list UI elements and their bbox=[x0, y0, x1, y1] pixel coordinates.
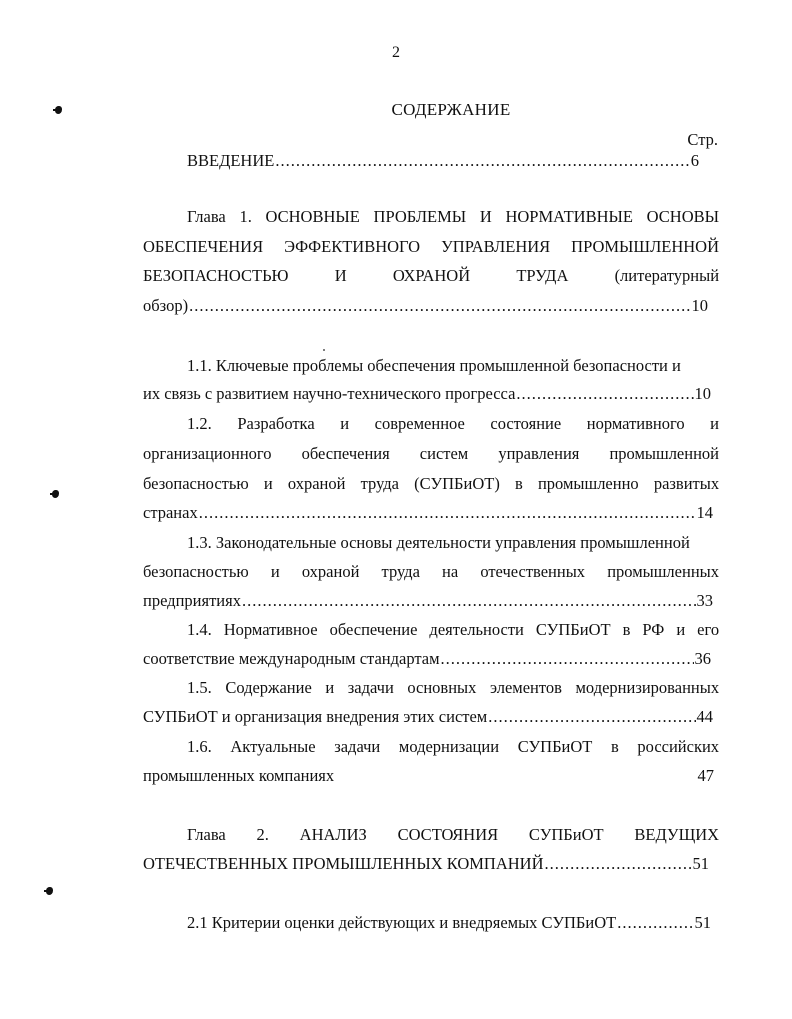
chapter2-line1: Глава 2. АНАЛИЗ СОСТОЯНИЯ СУПБиОТ ВЕДУЩИХ bbox=[187, 825, 720, 844]
toc-page-number: 6 bbox=[690, 151, 699, 170]
toc-entry-intro[interactable] bbox=[187, 150, 699, 172]
dot-leader bbox=[516, 383, 693, 405]
dot-leader bbox=[189, 295, 690, 317]
chapter1-line1: Глава 1. ОСНОВНЫЕ ПРОБЛЕМЫ И НОРМАТИВНЫЕ ОСНОВЫ bbox=[187, 207, 720, 226]
toc-entry-1-3[interactable]: предприятиях ..... 33 bbox=[143, 590, 713, 612]
dot-leader bbox=[441, 648, 694, 670]
chapter1-line3: БЕЗОПАСНОСТЬЮ И ОХРАНОЙ ТРУДА (литературный bbox=[143, 266, 720, 285]
toc-page-number: 36 bbox=[694, 649, 711, 668]
toc-page-number: 10 bbox=[694, 384, 711, 403]
section-1-3-line1: 1.3. Законодательные основы деятельности управления промышленной bbox=[187, 533, 690, 552]
dot-leader bbox=[275, 150, 689, 172]
section-1-2-line2: организационного обеспечения систем управления промышленной bbox=[143, 444, 719, 463]
dot-leader bbox=[242, 590, 696, 612]
section-1-4-line1: 1.4. Нормативное обеспечение деятельности СУПБиОТ в РФ и его bbox=[187, 620, 720, 639]
toc-entry-2-1[interactable]: 2.1 Критерии оценки действующих и внедряемых СУПБиОТ ..... 51 bbox=[187, 912, 711, 934]
toc-page-number: 44 bbox=[696, 707, 713, 726]
dot-leader bbox=[488, 706, 695, 728]
toc-entry-1-2[interactable]: странах ..... 14 bbox=[143, 502, 713, 524]
page-column-label: Стр. bbox=[687, 130, 718, 149]
section-1-2-line1: 1.2. Разработка и современное состояние нормативного и bbox=[187, 414, 720, 433]
toc-page-number: 10 bbox=[691, 296, 708, 315]
toc-entry-1-4[interactable]: соответствие международным стандартам ..... 36 bbox=[143, 648, 711, 670]
scan-speck bbox=[323, 349, 325, 351]
page-number: 2 bbox=[392, 44, 400, 61]
page-title: СОДЕРЖАНИЕ bbox=[391, 100, 511, 119]
section-1-3-line2: безопасностью и охраной труда на отечественных промышленных bbox=[143, 562, 719, 581]
toc-page-number: 33 bbox=[696, 591, 713, 610]
section-1-5-line1: 1.5. Содержание и задачи основных элементов модернизированных bbox=[187, 678, 720, 697]
dot-leader bbox=[545, 853, 692, 875]
dot-leader bbox=[617, 912, 693, 934]
toc-entry-1-1[interactable]: их связь с развитием научно-технического прогресса ..... 10 bbox=[143, 383, 711, 405]
toc-page-number: 14 bbox=[696, 503, 713, 522]
toc-entry-1-5[interactable]: СУПБиОТ и организация внедрения этих систем ..... 44 bbox=[143, 706, 713, 728]
section-1-2-line3: безопасностью и охраной труда (СУПБиОТ) в промышленно развитых bbox=[143, 474, 720, 493]
toc-page-number: 47 bbox=[697, 766, 714, 785]
section-1-6-line1: 1.6. Актуальные задачи модернизации СУПБиОТ в российских bbox=[187, 737, 720, 756]
punch-mark-bottom bbox=[46, 887, 53, 895]
toc-entry-chapter1[interactable]: обзор) ..... 10 bbox=[143, 295, 708, 317]
toc-entry-1-6[interactable]: промышленных компаниях 47 bbox=[143, 766, 714, 785]
dot-leader bbox=[199, 502, 696, 524]
punch-mark-middle bbox=[52, 490, 59, 498]
section-1-1-line1: 1.1. Ключевые проблемы обеспечения промышленной безопасности и bbox=[187, 356, 681, 375]
chapter1-line2: ОБЕСПЕЧЕНИЯ ЭФФЕКТИВНОГО УПРАВЛЕНИЯ ПРОМЫШЛЕННОЙ bbox=[143, 237, 720, 256]
toc-entry-chapter2[interactable]: ОТЕЧЕСТВЕННЫХ ПРОМЫШЛЕННЫХ КОМПАНИЙ ..... 51 bbox=[143, 853, 709, 875]
toc-page-number: 51 bbox=[692, 854, 709, 873]
toc-page-number: 51 bbox=[694, 913, 711, 932]
toc-entry-text: ВВЕДЕНИЕ bbox=[187, 151, 275, 170]
